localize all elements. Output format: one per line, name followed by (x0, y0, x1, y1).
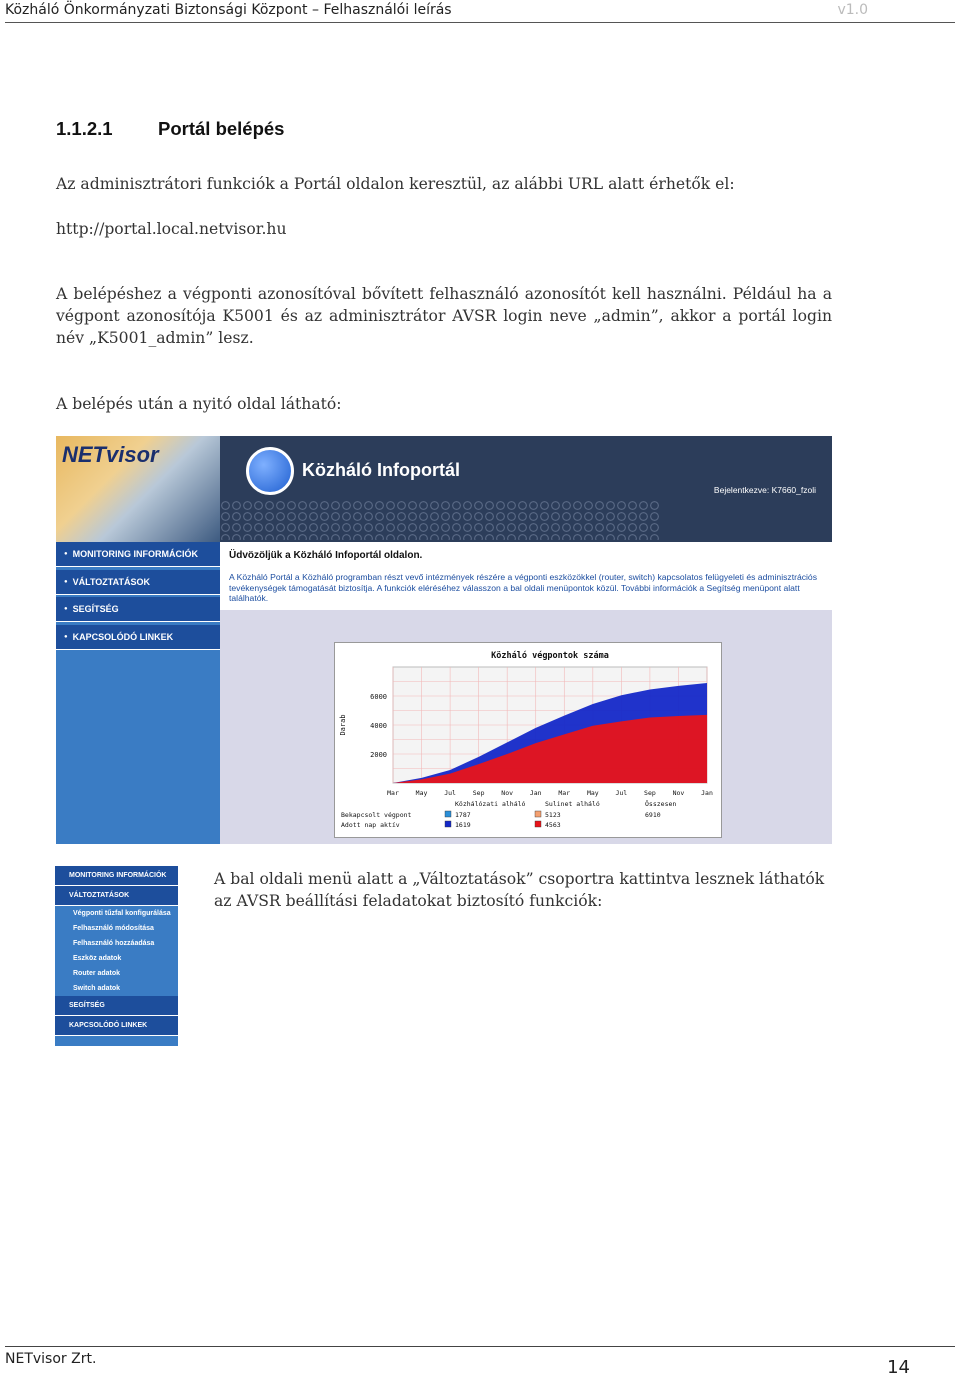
legend-value: 1619 (455, 821, 471, 829)
x-tick-label: May (415, 789, 428, 797)
page-number: 14 (887, 1357, 910, 1378)
side-menu-router-data[interactable]: Router adatok (73, 970, 121, 977)
legend-value: 5123 (545, 811, 561, 819)
paragraph-login: A belépéshez a végponti azonosítóval bővített felhasználó azonosítót kell használni. Például ha a végpont azonosítója K5001 és az adminisztrátor AVSR login neve „admin”, akkor a portál login név „K5001_admin” lesz. (56, 285, 832, 347)
side-menu-monitoring[interactable]: MONITORING INFORMÁCIÓK (55, 866, 178, 886)
page-footer (5, 1346, 955, 1378)
portal-title: Közháló Infoportál (302, 460, 460, 480)
paragraph-changes: A bal oldali menü alatt a „Változtatások” csoportra kattintva lesznek láthatók az AVSR beállítási feladatokat biztosító funkciók: (214, 870, 825, 910)
legend-row-label: Adott nap aktív (341, 821, 400, 829)
side-menu-user-modify[interactable]: Felhasználó módosítása (73, 925, 154, 932)
menu-item-monitoring[interactable]: ● MONITORING INFORMÁCIÓK (56, 542, 220, 567)
x-tick-label: Sep (644, 789, 656, 797)
menu-item-changes[interactable]: ● VÁLTOZTATÁSOK (56, 570, 220, 595)
company-name: NETvisor Zrt. (5, 1351, 97, 1367)
side-menu-changes[interactable]: VÁLTOZTATÁSOK (55, 886, 178, 906)
x-tick-label: Jan (529, 789, 542, 797)
portal-header (56, 436, 832, 542)
welcome-panel (220, 542, 832, 610)
legend-row-label: Bekapcsolt végpont (341, 811, 412, 819)
x-tick-label: Jul (615, 789, 628, 797)
globe-icon (246, 447, 294, 495)
paragraph-opening: A belépés után a nyitó oldal látható: (56, 395, 342, 413)
document-version: v1.0 (837, 2, 868, 18)
decorative-dots (220, 500, 660, 540)
portal-menu (56, 542, 220, 844)
welcome-text: A Közháló Portál a Közháló programban részt vevő intézmények részére a végponti eszközökkel (router, switch) kapcsolatos felügyeleti és adminisztrációs tevékenységek támogatását biztosítja. A funkciók eléréséhez válasszon a bal oldali menüpontok közül. További információk a Segítség menüpont alatt találhatók. (229, 572, 818, 603)
x-tick-label: May (586, 789, 599, 797)
legend-column-header: Közhálózati alháló (455, 800, 526, 808)
login-status: Bejelentkezve: K7660_fzoli (713, 485, 816, 495)
page-header (5, 0, 955, 23)
legend-value: 1787 (455, 811, 471, 819)
portal-screenshot (56, 436, 832, 844)
netvisor-logo: NETvisor (56, 436, 220, 542)
x-tick-label: Mar (387, 789, 399, 797)
x-tick-label: Sep (472, 789, 485, 797)
section-title: Portál belépés (158, 118, 285, 139)
legend-column-header: Összesen (645, 800, 677, 808)
x-tick-label: Nov (501, 789, 514, 797)
document-title: Közháló Önkormányzati Biztonsági Központ – Felhasználói leírás (5, 2, 452, 18)
endpoint-chart (334, 642, 722, 838)
paragraph-intro: Az adminisztrátori funkciók a Portál oldalon keresztül, az alábbi URL alatt érhetők el: (56, 175, 735, 193)
chart-title: Közháló végpontok száma (491, 651, 609, 661)
legend-column-header: Sulinet alháló (545, 800, 600, 808)
legend-value: 4563 (545, 821, 561, 829)
x-tick-label: Jan (701, 789, 713, 797)
side-menu-user-add[interactable]: Felhasználó hozzáadása (73, 940, 155, 947)
y-axis-label: Darab (339, 714, 347, 736)
side-menu-firewall[interactable]: Végponti tűzfal konfigurálása (73, 910, 171, 917)
section-heading (56, 118, 284, 140)
side-menu-links[interactable]: KAPCSOLÓDÓ LINKEK (55, 1016, 178, 1036)
menu-item-links[interactable]: ● KAPCSOLÓDÓ LINKEK (56, 625, 220, 650)
welcome-title: Üdvözöljük a Közháló Infoportál oldalon. (229, 550, 423, 561)
legend-swatch (445, 821, 451, 827)
side-menu-screenshot (55, 866, 178, 1046)
y-tick-label: 2000 (370, 751, 387, 759)
x-tick-label: Mar (558, 789, 571, 797)
side-menu-device-data[interactable]: Eszköz adatok (73, 955, 122, 962)
x-tick-label: Nov (672, 789, 685, 797)
legend-swatch (535, 821, 541, 827)
portal-url: http://portal.local.netvisor.hu (56, 220, 287, 238)
legend-swatch (535, 811, 541, 817)
x-tick-label: Jul (444, 789, 456, 797)
legend-value: 6910 (645, 811, 661, 819)
y-tick-label: 4000 (370, 722, 387, 730)
chart-svg (335, 643, 721, 837)
side-menu-switch-data[interactable]: Switch adatok (73, 985, 121, 992)
y-tick-label: 6000 (370, 693, 387, 701)
section-number: 1.1.2.1 (56, 118, 113, 139)
side-menu-help[interactable]: SEGÍTSÉG (55, 996, 178, 1016)
legend-swatch (445, 811, 451, 817)
menu-item-help[interactable]: ● SEGÍTSÉG (56, 597, 220, 622)
